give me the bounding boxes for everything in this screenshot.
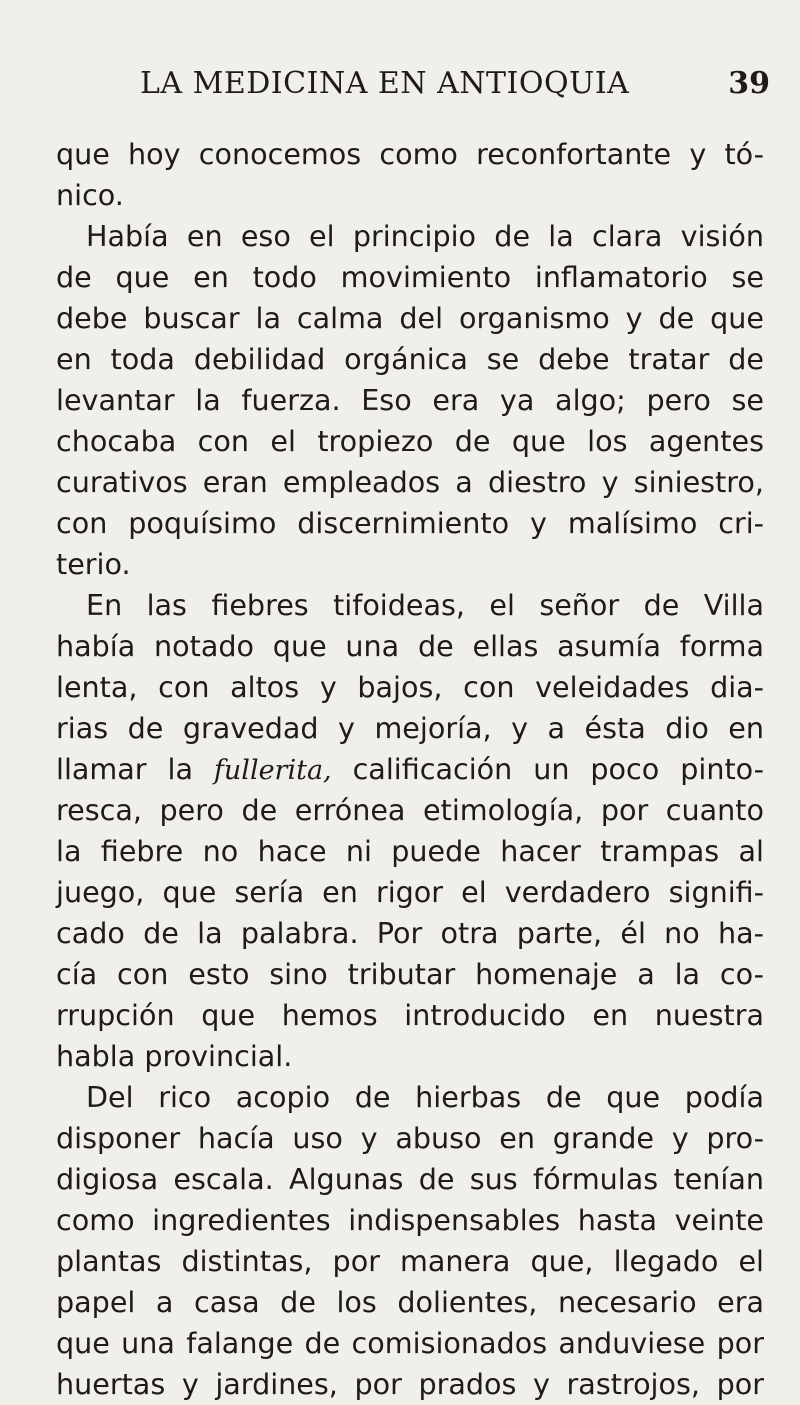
running-head (140, 66, 770, 110)
text-line: lenta, con altos y bajos, con veleidades dia- (56, 670, 764, 704)
text-line: juego, que sería en rigor el verdadero signifi- (56, 875, 764, 909)
body-text (56, 134, 764, 1405)
text-line: nico. (56, 178, 124, 212)
text-line: digiosa escala. Algunas de sus fórmulas tenían (56, 1162, 764, 1196)
text-line: rrupción que hemos introducido en nuestra (56, 998, 764, 1032)
text-line: la fiebre no hace ni puede hacer trampas al (56, 834, 764, 868)
text-line: chocaba con el tropiezo de que los agentes (56, 424, 764, 458)
text-line-with-italic (56, 749, 764, 790)
text-line: como ingredientes indispensables hasta veinte (56, 1203, 764, 1237)
running-title: LA MEDICINA EN ANTIOQUIA (140, 66, 630, 101)
text-line: cado de la palabra. Por otra parte, él no ha- (56, 916, 764, 950)
text-line: Del rico acopio de hierbas de que podía (86, 1080, 764, 1114)
page-number: 39 (728, 66, 770, 101)
text-line: que hoy conocemos como reconfortante y tó- (56, 137, 764, 171)
text-line: disponer hacía uso y abuso en grande y pro- (56, 1121, 764, 1155)
text-line: terio. (56, 547, 131, 581)
text-line: de que en todo movimiento inflamatorio se (56, 260, 764, 294)
text-line: rias de gravedad y mejoría, y a ésta dio en (56, 711, 764, 745)
text-line: papel a casa de los dolientes, necesario era (56, 1285, 764, 1319)
text-line: levantar la fuerza. Eso era ya algo; pero se (56, 383, 764, 417)
text-line: que una falange de comisionados anduviese por (56, 1326, 764, 1360)
text-line: con poquísimo discernimiento y malísimo cri- (56, 506, 764, 540)
text-line: plantas distintas, por manera que, llegado el (56, 1244, 764, 1278)
text-line: en toda debilidad orgánica se debe tratar de (56, 342, 764, 376)
text-line: resca, pero de errónea etimología, por cuanto (56, 793, 764, 827)
text-line: debe buscar la calma del organismo y de que (56, 301, 764, 335)
text-line: huertas y jardines, por prados y rastrojos, por (56, 1367, 764, 1401)
text-line: Había en eso el principio de la clara visión (86, 219, 764, 253)
text-segment: llamar la (56, 752, 214, 786)
text-segment: calificación un poco pinto- (331, 752, 764, 786)
text-line: cía con esto sino tributar homenaje a la co- (56, 957, 764, 991)
text-line: había notado que una de ellas asumía forma (56, 629, 764, 663)
text-line: curativos eran empleados a diestro y siniestro, (56, 465, 764, 499)
italic-term: fullerita, (213, 755, 332, 786)
text-line: habla provincial. (56, 1039, 293, 1073)
text-line: En las fiebres tifoideas, el señor de Villa (86, 588, 764, 622)
